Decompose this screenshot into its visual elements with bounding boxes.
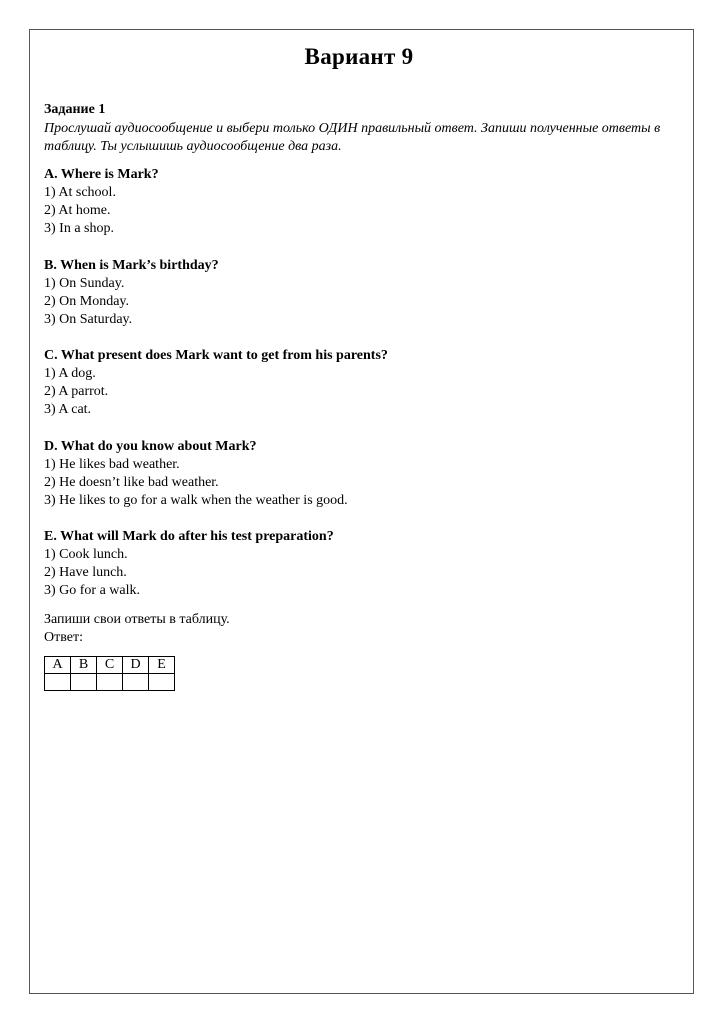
answer-option: 2) A parrot.	[44, 384, 109, 399]
question-title: C. What present does Mark want to get from his parents?	[44, 348, 388, 363]
answer-cell-b[interactable]	[71, 674, 97, 691]
answer-table	[44, 656, 175, 691]
answer-cell-c[interactable]	[97, 674, 123, 691]
answer-cell-e[interactable]	[149, 674, 175, 691]
answer-option: 1) A dog.	[44, 366, 96, 381]
page-title: Вариант 9	[304, 44, 414, 69]
answer-header-b: B	[71, 657, 97, 674]
question-d	[44, 438, 348, 510]
answer-option: 2) At home.	[44, 203, 111, 218]
answer-option: 3) In a shop.	[44, 221, 114, 236]
answer-option: 3) Go for a walk.	[44, 583, 141, 598]
answer-option: 2) Have lunch.	[44, 565, 127, 580]
question-b	[44, 257, 219, 329]
answer-header-d: D	[123, 657, 149, 674]
answer-header-e: E	[149, 657, 175, 674]
answer-option: 1) At school.	[44, 185, 116, 200]
answer-option: 2) He doesn’t like bad weather.	[44, 475, 219, 490]
answer-cell-d[interactable]	[123, 674, 149, 691]
question-e	[44, 528, 334, 600]
answer-header-a: A	[45, 657, 71, 674]
question-title: D. What do you know about Mark?	[44, 439, 257, 454]
question-a	[44, 166, 159, 238]
question-title: B. When is Mark’s birthday?	[44, 258, 219, 273]
answer-cell-a[interactable]	[45, 674, 71, 691]
answer-option: 3) On Saturday.	[44, 312, 133, 327]
answer-option: 1) Cook lunch.	[44, 547, 128, 562]
question-title: A. Where is Mark?	[44, 167, 159, 182]
answer-table-header-row	[45, 657, 175, 674]
answer-option: 3) He likes to go for a walk when the weather is good.	[44, 493, 348, 508]
answer-label: Ответ:	[44, 630, 83, 645]
answer-option: 2) On Monday.	[44, 294, 130, 309]
answer-table-input-row	[45, 674, 175, 691]
answer-option: 1) He likes bad weather.	[44, 457, 180, 472]
task-label: Задание 1	[44, 102, 106, 117]
question-title: E. What will Mark do after his test preparation?	[44, 529, 334, 544]
question-c	[44, 347, 388, 419]
task-instruction: Прослушай аудиосообщение и выбери только ОДИН правильный ответ. Запиши полученные ответы в таблицу. Ты услышишь аудиосообщение два раза.	[44, 121, 661, 154]
answer-header-c: C	[97, 657, 123, 674]
answer-option: 3) A cat.	[44, 402, 92, 417]
answer-instructions	[44, 611, 230, 647]
answer-option: 1) On Sunday.	[44, 276, 125, 291]
answer-instruction-text: Запиши свои ответы в таблицу.	[44, 612, 230, 627]
